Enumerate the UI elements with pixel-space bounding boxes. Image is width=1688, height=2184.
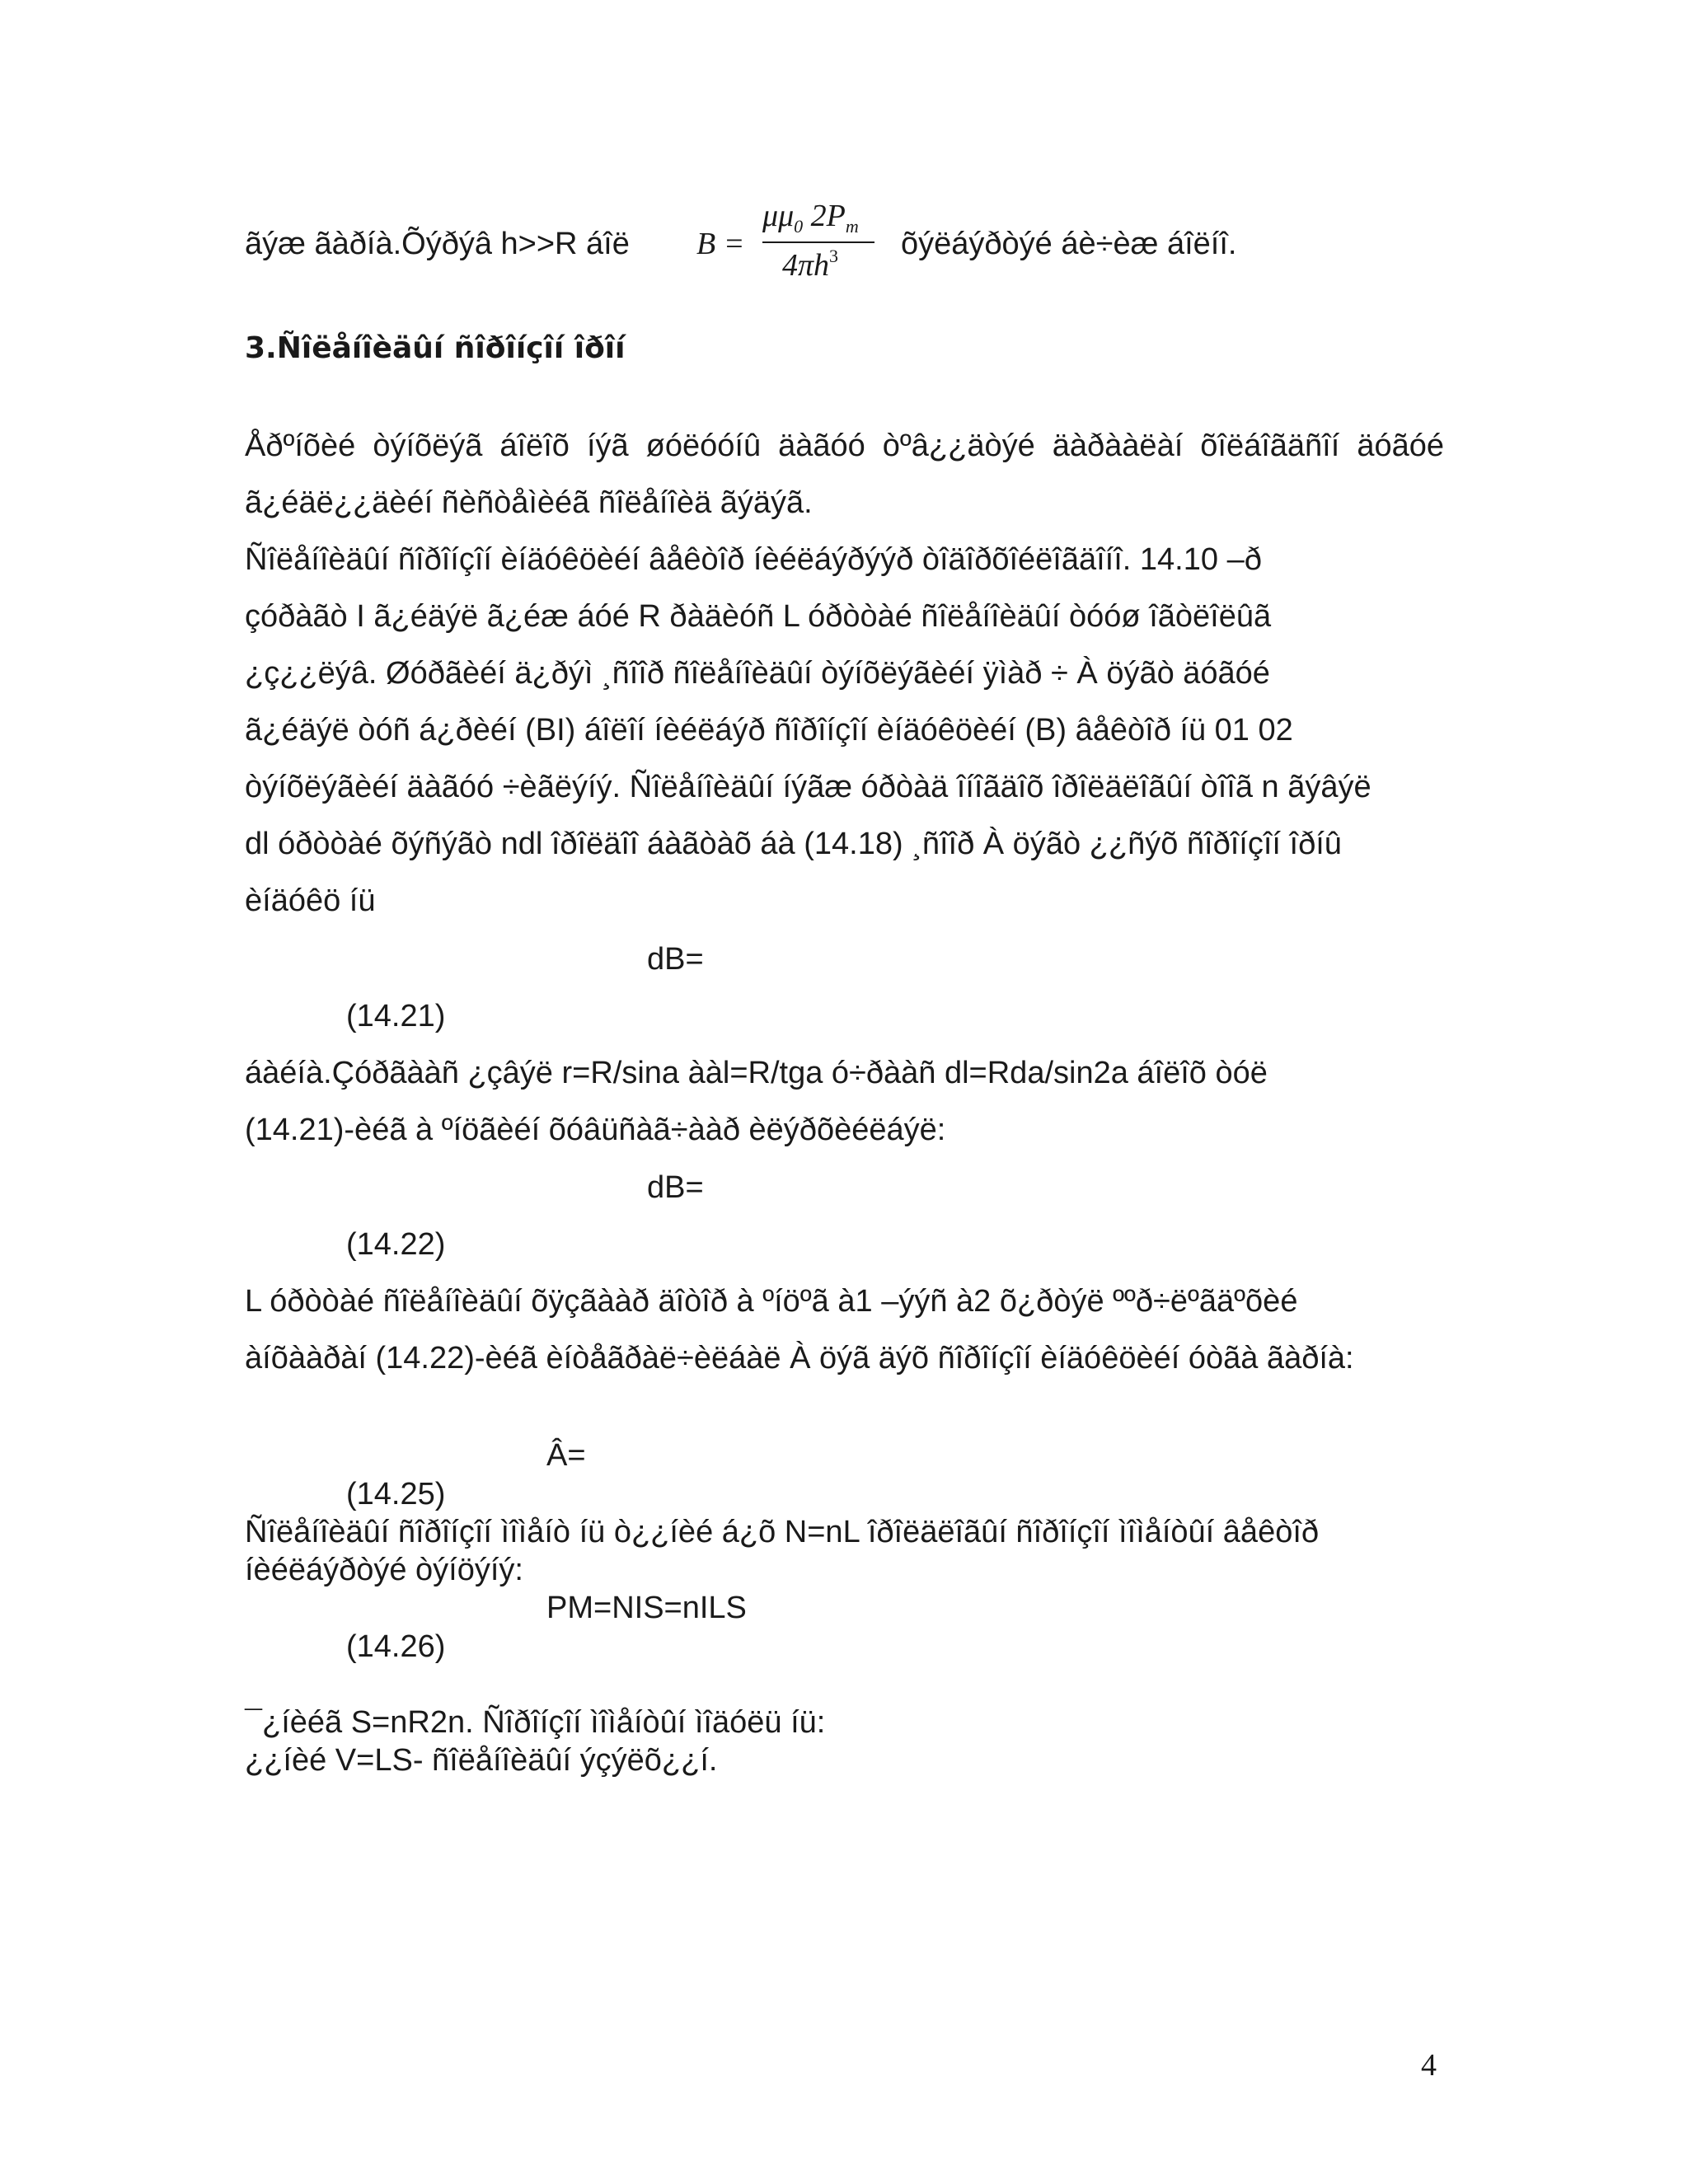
magnetic-field-formula: [696, 198, 878, 284]
paragraph-line: Ñîëåíîèäûí ñîðîíçîí ìîìåíò íü ò¿¿íèé á¿õ N=nL îðîëäëîãûí ñîðîíçîí ìîìåíòûí âåêòîð: [245, 1515, 1320, 1549]
paragraph-line: áàéíà.Çóðãààñ ¿çâýë r=R/sina ààl=R/tga ó÷ðààñ dl=Rda/sin2a áîëîõ òóë: [245, 1056, 1268, 1090]
equation-number: (14.25): [346, 1477, 446, 1511]
equation-dB: dB=: [647, 942, 704, 977]
paragraph-line: ¿¿íèé V=LS- ñîëåíîèäûí ýçýëõ¿¿í.: [245, 1743, 718, 1778]
paragraph-line: dl óðòòàé õýñýãò ndl îðîëäîî áàãòàõ áà (14.18) ¸ñîîð À öýãò ¿¿ñýõ ñîðîíçîí îðíû: [245, 827, 1342, 861]
equation-number: (14.26): [346, 1629, 446, 1664]
intro-text-before: ãýæ ãàðíà.Õýðýâ h>>R áîë: [245, 227, 630, 261]
equation-number: (14.22): [346, 1227, 446, 1262]
paragraph-line: Åðºíõèé òýíõëýã áîëîõ íýã øóëóóíû äàãóó òºâ¿¿äòýé äàðààëàí õîëáîãäñîí äóãóé: [245, 429, 1444, 463]
paragraph-line: àíõààðàí (14.22)-èéã èíòåãðàë÷èëáàë À öýã äýõ ñîðîíçîí èíäóêöèéí óòãà ãàðíà:: [245, 1341, 1354, 1376]
formula-denominator: $4\pi h^3$: [782, 246, 839, 283]
paragraph-line: èíäóêö íü: [245, 883, 376, 918]
paragraph-line: ã¿éäë¿¿äèéí ñèñòåìèéã ñîëåíîèä ãýäýã.: [245, 485, 813, 520]
equation-dB: dB=: [647, 1170, 704, 1205]
page-number: 4: [1421, 2048, 1437, 2083]
fraction-bar: [762, 241, 874, 243]
formula-lhs: B =: [696, 227, 745, 261]
paragraph-line: çóðàãò I ã¿éäýë ã¿éæ áóé R ðàäèóñ L óðòòàé ñîëåíîèäûí òóóø îãòëîëûã: [245, 599, 1272, 634]
paragraph-line: íèéëáýðòýé òýíöýíý:: [245, 1553, 523, 1587]
paragraph-line: ã¿éäýë òóñ á¿ðèéí (BI) áîëîí íèéëáýð ñîðîíçîí èíäóêöèéí (B) âåêòîð íü 01 02: [245, 713, 1293, 748]
paragraph-line: L óðòòàé ñîëåíîèäûí õÿçãààð äîòîð à ºíöºã à1 –ýýñ à2 õ¿ðòýë ººð÷ëºãäºõèé: [245, 1284, 1298, 1319]
paragraph-line: ¯¿íèéã S=nR2n. Ñîðîíçîí ìîìåíòûí ìîäóëü íü:: [245, 1705, 826, 1740]
section-heading: 3.Ñîëåíîèäûí ñîðîíçîí îðîí: [245, 331, 626, 365]
equation-B: Â=: [546, 1438, 586, 1473]
equation-number: (14.21): [346, 999, 446, 1033]
paragraph-line: (14.21)-èéã à ºíöãèéí õóâüñàã÷ààð èëýðõèéëáýë:: [245, 1113, 946, 1147]
paragraph-line: òýíõëýãèéí äàãóó ÷èãëýíý. Ñîëåíîèäûí íýãæ óðòàä îíîãäîõ îðîëäëîãûí òîîã n ãýâýë: [245, 770, 1372, 804]
equation-PM: PM=NIS=nILS: [546, 1591, 747, 1625]
paragraph-line: ¿ç¿¿ëýâ. Øóðãèéí ä¿ðýì ¸ñîîð ñîëåíîèäûí òýíõëýãèéí ÿìàð ÷ À öýãò äóãóé: [245, 656, 1270, 691]
paragraph-line: Ñîëåíîèäûí ñîðîíçîí èíäóêöèéí âåêòîð íèéëáýðýýð òîäîðõîéëîãäîíî. 14.10 –ð: [245, 542, 1262, 577]
intro-text-after: õýëáýðòýé áè÷èæ áîëíî.: [901, 227, 1237, 261]
formula-numerator: $\mu\mu_0$ $2P_m$: [762, 199, 859, 237]
